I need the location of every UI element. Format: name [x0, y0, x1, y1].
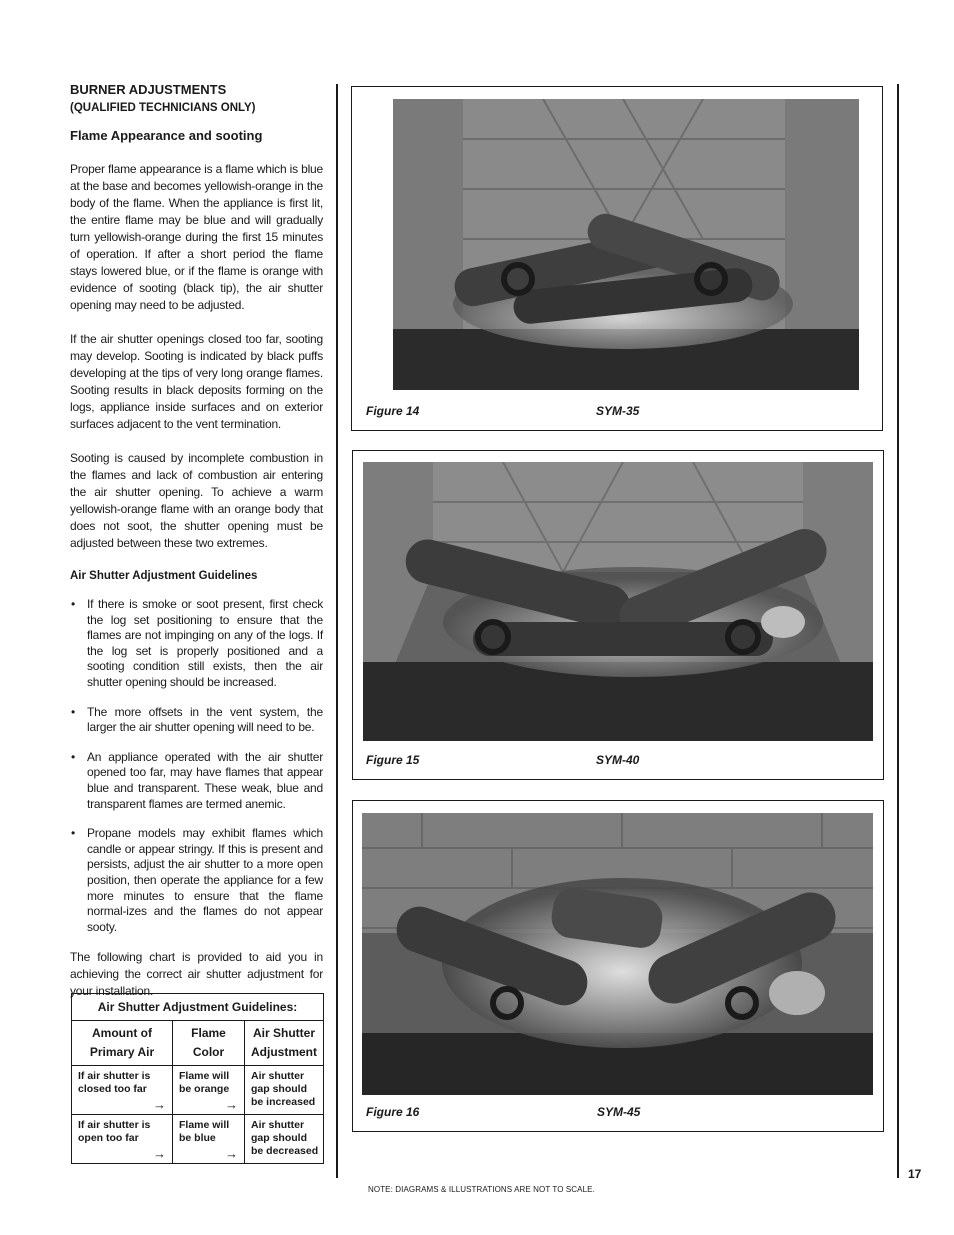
figure-model-code: SYM-45 [597, 1105, 641, 1119]
table-cell: If air shutter is open too far → [72, 1115, 173, 1164]
arrow-right-icon: → [225, 1097, 238, 1112]
paragraph-2: If the air shutter openings closed too far, sooting may develop. Sooting is indicated by black puffs developing at the tips of very long orange flames. Sooting results in black deposits forming on the logs, appliance inside surfaces and on exterior surfaces adjacent to the vent termination. [70, 332, 323, 431]
scale-footnote: NOTE: DIAGRAMS & ILLUSTRATIONS ARE NOT TO SCALE. [368, 1185, 595, 1194]
figure-label: Figure 14 [366, 404, 420, 418]
chart-title: Air Shutter Adjustment Guidelines: [72, 994, 324, 1021]
header-amount-of-primary-air: Amount of Primary Air [72, 1021, 173, 1066]
figure-label: Figure 15 [366, 753, 420, 767]
section-subtitle: (QUALIFIED TECHNICIANS ONLY) [70, 102, 256, 114]
table-row [72, 1115, 324, 1164]
chart-intro: The following chart is provided to aid you in achieving the correct air shutter adjustment for your installation. [70, 950, 323, 999]
fireplace-logs-image [362, 813, 873, 1095]
table-cell: If air shutter is closed too far → [72, 1066, 173, 1115]
arrow-right-icon: → [225, 1146, 238, 1161]
figure-16-box [352, 800, 884, 1132]
fireplace-photo [393, 99, 859, 390]
header-air-shutter-adjustment: Air Shutter Adjustment [245, 1021, 324, 1066]
fireplace-logs-image [363, 462, 873, 741]
guidelines-title: Air Shutter Adjustment Guidelines [70, 570, 258, 582]
table-cell: Air shutter gap should be decreased [245, 1115, 324, 1164]
left-column [70, 82, 323, 1000]
arrow-right-icon: → [153, 1146, 166, 1161]
figure-model-code: SYM-35 [596, 404, 640, 418]
list-item: • An appliance operated with the air shutter opened too far, may have flames that appear blue and transparent. These weak, blue and transparent flames are termed anemic. [71, 749, 323, 811]
column-divider [336, 84, 338, 1178]
figure-model-code: SYM-40 [596, 753, 640, 767]
air-shutter-chart [71, 993, 324, 1164]
figure-label: Figure 16 [366, 1105, 420, 1119]
fireplace-photo [362, 813, 873, 1095]
list-item: • The more offsets in the vent system, the larger the air shutter opening will need to be. [71, 704, 323, 735]
table-cell: Flame will be orange → [173, 1066, 245, 1115]
table-row [72, 1066, 324, 1115]
header-flame-color: Flame Color [173, 1021, 245, 1066]
fireplace-photo [363, 462, 873, 741]
fireplace-logs-image [393, 99, 859, 390]
figure-15-box [352, 450, 884, 780]
table-cell: Flame will be blue → [173, 1115, 245, 1164]
figure-14-box [351, 86, 883, 431]
subsection-title: Flame Appearance and sooting [70, 128, 263, 143]
paragraph-3: Sooting is caused by incomplete combustion in the flames and lack of combustion air entering the air shutter opening. To achieve a warm yellowish-orange flame with an orange body that does not soot, the shutter opening must be adjusted between these two extremes. [70, 451, 323, 550]
table-cell: Air shutter gap should be increased [245, 1066, 324, 1115]
list-item: • Propane models may exhibit flames which candle or appear stringy. If this is present and persists, adjust the air shutter to a more open position, then operate the appliance for a few more minutes to ensure that the flame normal-izes and the flames do not appear sooty. [71, 826, 323, 934]
list-item: • If there is smoke or soot present, first check the log set positioning to ensure that the flames are not impinging on any of the logs. If the log set is properly positioned and a sooting condition still exists, then the air shutter opening should be increased. [71, 597, 323, 689]
margin-divider [897, 84, 899, 1178]
paragraph-1: Proper flame appearance is a flame which is blue at the base and becomes yellowish-orange in the body of the flame. When the appliance is first lit, the entire flame may be blue and will gradually turn yellowish-orange during the first 15 minutes of operation. If after a short period the flame stays lowered blue, or if the flame is orange with evidence of sooting (black tip), the air shutter opening may need to be adjusted. [70, 162, 323, 312]
guidelines-list [70, 597, 323, 935]
arrow-right-icon: → [153, 1097, 166, 1112]
section-title: BURNER ADJUSTMENTS [70, 82, 227, 97]
page-number: 17 [908, 1167, 922, 1181]
